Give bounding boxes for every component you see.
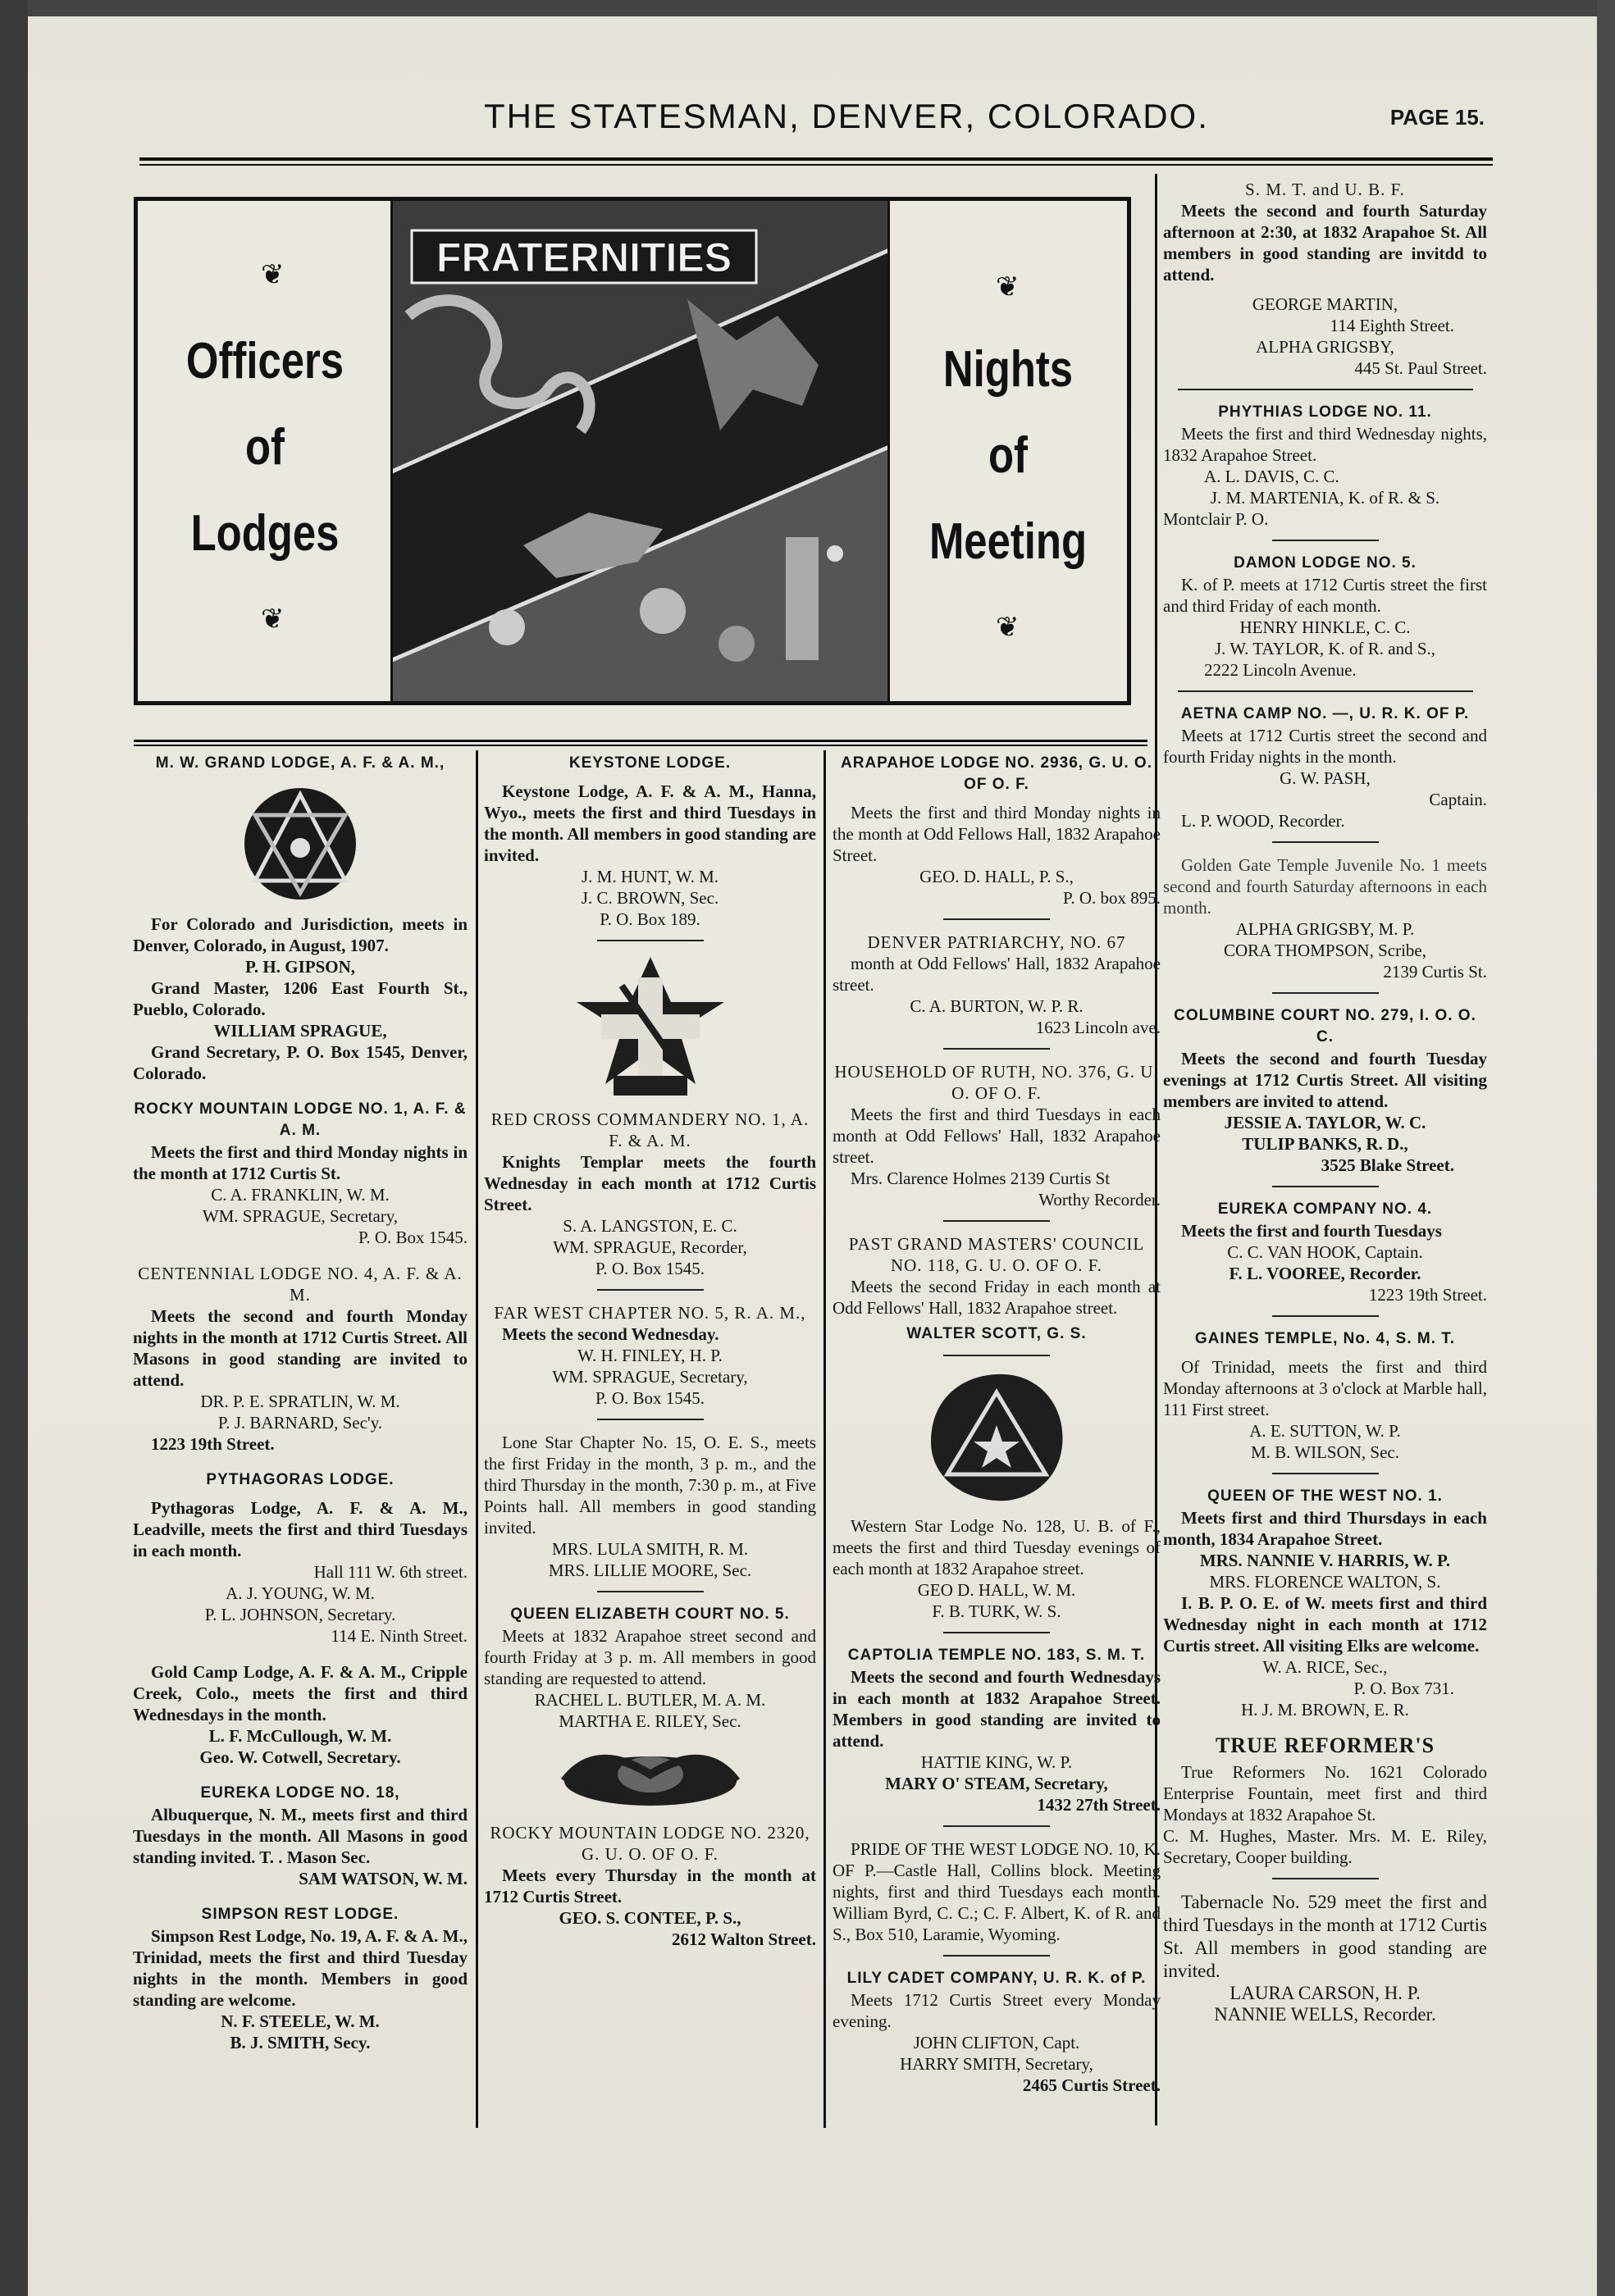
notice-gold-camp-lodge: [133, 1661, 468, 1768]
notice-signature: WILLIAM SPRAGUE,: [213, 1021, 387, 1041]
separator: [1272, 1473, 1379, 1474]
notice-signature: 3525 Blake Street.: [1321, 1155, 1454, 1175]
notice-signature: P. L. JOHNSON, Secretary.: [204, 1605, 396, 1624]
notice-past-grand-masters-council: [833, 1233, 1161, 1345]
notice-text: Meets the first and third Monday nights in the month at 1712 Curtis St.: [133, 1142, 468, 1183]
separator: [597, 1289, 704, 1291]
column-2: [484, 753, 816, 1950]
notice-household-of-ruth: [833, 1061, 1161, 1210]
scan-border-right: [1597, 0, 1615, 2296]
scan-border-left: [0, 0, 28, 2296]
notice-signature: WM. SPRAGUE, Secretary,: [202, 1206, 399, 1226]
notice-signature: SAM WATSON, W. M.: [299, 1869, 468, 1888]
notice-text: month at Odd Fellows' Hall, 1832 Arapahoe street.: [833, 954, 1161, 995]
notice-signature: Montclair P. O.: [1163, 509, 1269, 529]
notice-signature: 1223 19th Street.: [1368, 1285, 1487, 1305]
separator: [597, 1591, 704, 1592]
notice-lone-star-chapter: [484, 1432, 816, 1581]
separator: [1178, 389, 1473, 390]
notice-signature: ALPHA GRIGSBY, M. P.: [1235, 919, 1415, 939]
notice-title: EUREKA COMPANY NO. 4.: [1217, 1200, 1433, 1218]
separator: [943, 1955, 1050, 1957]
notice-title: M. W. GRAND LODGE, A. F. & A. M.,: [155, 754, 445, 772]
notice-signature: GEORGE MARTIN,: [1252, 294, 1398, 314]
notice-text: Tabernacle No. 529 meet the first and third Tuesdays in the month at 1712 Curtis St. All members in good standing are invited.: [1163, 1892, 1487, 1981]
notice-keystone-lodge: [484, 753, 816, 930]
notice-title: DAMON LODGE NO. 5.: [1234, 554, 1417, 572]
separator: [1272, 540, 1379, 541]
notice-text: Keystone Lodge, A. F. & A. M., Hanna, Wyo., meets the first and third Tuesdays in the month. All members in good standing are invited.: [484, 781, 816, 865]
notice-title: TRUE REFORMER'S: [1215, 1733, 1435, 1757]
notice-queen-of-the-west: [1163, 1486, 1487, 1592]
knights-templar-cross-icon: [573, 953, 728, 1100]
newspaper-title: THE STATESMAN, DENVER, COLORADO.: [484, 97, 1209, 135]
notice-signature: A. L. DAVIS, C. C.: [1204, 467, 1339, 486]
fraternities-illustration: [392, 201, 889, 701]
notice-signature: 445 St. Paul Street.: [1354, 358, 1487, 378]
separator: [1272, 841, 1379, 843]
notice-aetna-camp: [1163, 704, 1487, 831]
notice-signature: MRS. LULA SMITH, R. M.: [551, 1539, 749, 1559]
notice-simpson-rest-lodge: [133, 1904, 468, 2053]
column-rule: [823, 750, 826, 2128]
notice-signature: 114 E. Ninth Street.: [331, 1626, 468, 1646]
notice-signature: WM. SPRAGUE, Recorder,: [553, 1237, 747, 1257]
notice-true-reformers: [1163, 1735, 1487, 1868]
separator: [943, 1355, 1050, 1356]
notice-text: For Colorado and Jurisdiction, meets in Denver, Colorado, in August, 1907.: [133, 914, 468, 955]
banner-divider: [887, 201, 890, 701]
separator: [943, 1220, 1050, 1222]
notice-title: GAINES TEMPLE, No. 4, S. M. T.: [1194, 1330, 1456, 1347]
separator: [1272, 1878, 1379, 1879]
notice-text: Meets the second and fourth Tuesday evenings at 1712 Curtis Street. All visiting members are invited to attend.: [1163, 1049, 1487, 1111]
notice-signature: Grand Master, 1206 East Fourth St., Pueblo, Colorado.: [133, 978, 468, 1019]
notice-text: Meets the first and third Monday nights in the month at Odd Fellows Hall, 1832 Arapahoe Street.: [833, 803, 1161, 865]
notice-title: ROCKY MOUNTAIN LODGE NO. 1, A. F. & A. M.: [134, 1100, 467, 1139]
notice-title: ROCKY MOUNTAIN LODGE NO. 2320, G. U. O. OF O. F.: [490, 1823, 810, 1864]
leaf-ornament-icon: ❦: [261, 260, 285, 290]
notice-signature: M. B. WILSON, Sec.: [1250, 1442, 1400, 1462]
masonic-square-compass-icon: [230, 782, 370, 905]
notice-text: Meets the second Friday in each month at Odd Fellows' Hall, 1832 Arapahoe street.: [833, 1277, 1161, 1318]
notice-arapahoe-lodge: [833, 753, 1161, 909]
notice-title: S. M. T. and U. B. F.: [1245, 180, 1405, 199]
fraternities-banner: [134, 197, 1131, 705]
leaf-ornament-icon: ❦: [996, 272, 1020, 303]
separator: [943, 918, 1050, 920]
notice-red-cross-commandery: [484, 1109, 816, 1279]
clasped-emblem-icon: [556, 1740, 745, 1814]
notice-signature: F. B. TURK, W. S.: [932, 1601, 1061, 1621]
notice-title: ARAPAHOE LODGE NO. 2936, G. U. O. OF O. F.: [841, 754, 1152, 793]
notice-centennial-lodge: [133, 1263, 468, 1455]
scan-border-top: [0, 0, 1615, 16]
notice-columbine-court: [1163, 1005, 1487, 1176]
separator: [1272, 992, 1379, 994]
column-1: [133, 753, 468, 2053]
notice-signature: P. O. Box 731.: [1353, 1679, 1454, 1698]
notice-signature: J. M. HUNT, W. M.: [581, 867, 719, 886]
notice-signature: J. C. BROWN, Sec.: [581, 888, 719, 908]
notice-signature: G. W. PASH,: [1280, 768, 1371, 788]
notice-text: Meets 1712 Curtis Street every Monday evening.: [833, 1990, 1161, 2031]
masthead: [139, 97, 1485, 146]
notice-text: Meets the first and fourth Tuesdays: [1181, 1221, 1442, 1241]
notice-queen-elizabeth-court: [484, 1604, 816, 1732]
notice-text: Knights Templar meets the fourth Wednesday in each month at 1712 Curtis Street.: [484, 1152, 816, 1214]
masthead-rule-thin: [139, 164, 1493, 166]
notice-title: PYTHAGORAS LODGE.: [206, 1471, 395, 1488]
notice-title: FAR WEST CHAPTER NO. 5, R. A. M.,: [494, 1303, 806, 1323]
notice-signature: A. E. SUTTON, W. P.: [1249, 1421, 1401, 1441]
banner-word-fraternities: FRATERNITIES: [436, 235, 732, 280]
notice-signature: F. L. VOOREE, Recorder.: [1229, 1264, 1421, 1283]
notice-text: Meets the second and fourth Wednesdays in each month at 1832 Arapahoe Street. Members in good standing are invited to attend.: [833, 1667, 1161, 1751]
notice-signature: P. J. BARNARD, Sec'y.: [217, 1413, 383, 1433]
notice-text: Meets the first and third Tuesdays in each month at Odd Fellows' Hall, 1832 Arapahoe street.: [833, 1105, 1161, 1167]
notice-signature: L. P. WOOD, Recorder.: [1181, 811, 1345, 831]
column-4: [1163, 179, 1487, 2025]
notice-title: HOUSEHOLD OF RUTH, NO. 376, G. U. O. OF O. F.: [834, 1062, 1159, 1103]
notice-signature: JESSIE A. TAYLOR, W. C.: [1224, 1113, 1426, 1132]
notice-title: PHYTHIAS LODGE NO. 11.: [1218, 403, 1432, 421]
notice-signature: A. J. YOUNG, W. M.: [226, 1583, 375, 1603]
notice-signature: 114 Eighth Street.: [1330, 316, 1454, 335]
notice-signature: GEO. D. HALL, P. S.,: [919, 867, 1074, 886]
notice-title: AETNA CAMP NO. —, U. R. K. OF P.: [1180, 705, 1470, 722]
notice-lily-cadet-company: [833, 1968, 1161, 2096]
notice-pride-of-the-west: [833, 1838, 1161, 1945]
notice-signature: 2465 Curtis Street.: [1022, 2075, 1161, 2095]
notice-pythagoras-lodge: [133, 1469, 468, 1647]
notice-signature: Hall 111 W. 6th street.: [313, 1562, 468, 1582]
notice-signature: P. O. Box 189.: [600, 909, 700, 929]
banner-word-of-2: of: [988, 427, 1028, 484]
notice-signature: B. J. SMITH, Secy.: [230, 2033, 371, 2052]
leaf-ornament-icon: ❦: [261, 604, 285, 635]
notice-signature: Geo. W. Cotwell, Secretary.: [199, 1747, 401, 1767]
star-triangle-emblem-icon: [923, 1368, 1070, 1507]
notice-title: LILY CADET COMPANY, U. R. K. of P.: [846, 1970, 1147, 1987]
notice-signature: MRS. LILLIE MOORE, Sec.: [548, 1560, 752, 1580]
separator: [943, 1048, 1050, 1050]
notice-title: CENTENNIAL LODGE NO. 4, A. F. & A. M.: [138, 1264, 463, 1305]
notice-text: True Reformers No. 1621 Colorado Enterprise Fountain, meet first and third Mondays at 1832 Arapahoe St.: [1163, 1762, 1487, 1824]
notice-text: Gold Camp Lodge, A. F. & A. M., Cripple Creek, Colo., meets the first and third Wednesdays in the month.: [133, 1662, 468, 1724]
notice-signature: RACHEL L. BUTLER, M. A. M.: [534, 1690, 766, 1710]
notice-western-star-lodge: [833, 1515, 1161, 1622]
notice-signature: Captain.: [1429, 790, 1487, 809]
notice-golden-gate-temple: [1163, 854, 1487, 982]
notice-signature: CORA THOMPSON, Scribe,: [1224, 941, 1426, 960]
column-3: [833, 753, 1161, 2096]
notice-signature: Worthy Recorder.: [1038, 1190, 1161, 1210]
notice-title: KEYSTONE LODGE.: [568, 754, 732, 772]
notice-title: EUREKA LODGE NO. 18,: [200, 1784, 400, 1802]
notice-title: DENVER PATRIARCHY, NO. 67: [867, 932, 1126, 952]
notice-text: Meets the second Wednesday.: [502, 1324, 719, 1344]
notice-signature: WALTER SCOTT, G. S.: [906, 1325, 1087, 1342]
notice-signature: J. W. TAYLOR, K. of R. and S.,: [1214, 639, 1436, 658]
page-number: PAGE 15.: [1389, 105, 1485, 130]
notice-signature: WM. SPRAGUE, Secretary,: [552, 1367, 748, 1387]
notice-signature: P. O. Box 1545.: [595, 1388, 705, 1408]
column-rule: [476, 750, 478, 2128]
notice-title: CAPTOLIA TEMPLE NO. 183, S. M. T.: [847, 1647, 1146, 1664]
notice-text: I. B. P. O. E. of W. meets first and third Wednesday night in each month at 1712 Curtis street. All visiting Elks are welcome.: [1163, 1593, 1487, 1656]
notice-signature: 1432 27th Street.: [1037, 1795, 1161, 1815]
notice-signature: P. O. box 895.: [1062, 888, 1161, 908]
notice-smt-ubf: [1163, 179, 1487, 379]
notice-signature: P. O. Box 1545.: [595, 1259, 705, 1278]
notice-title: COLUMBINE COURT NO. 279, I. O. O. C.: [1174, 1007, 1476, 1046]
masthead-rule: [139, 157, 1493, 161]
notice-signature: S. A. LANGSTON, E. C.: [563, 1216, 737, 1236]
notice-text: C. M. Hughes, Master. Mrs. M. E. Riley, Secretary, Cooper building.: [1163, 1826, 1487, 1867]
notice-signature: MARTHA E. RILEY, Sec.: [559, 1711, 741, 1731]
separator: [597, 940, 704, 941]
notice-damon-lodge: [1163, 553, 1487, 681]
notice-title: PAST GRAND MASTERS' COUNCIL NO. 118, G. U. O. OF O. F.: [848, 1234, 1145, 1275]
notice-signature: N. F. STEELE, W. M.: [221, 2011, 380, 2031]
notice-rocky-mountain-2320: [484, 1822, 816, 1950]
notice-signature: C. C. VAN HOOK, Captain.: [1227, 1242, 1423, 1262]
notice-signature: 2222 Lincoln Avenue.: [1204, 660, 1357, 680]
notice-text: Meets the first and third Wednesday nights, 1832 Arapahoe Street.: [1163, 424, 1487, 465]
notice-eureka-company: [1163, 1199, 1487, 1305]
notice-text: Meets at 1832 Arapahoe street second and fourth Friday at 3 p. m. All members in good standing are requested to attend.: [484, 1626, 816, 1688]
section-rule: [134, 740, 1147, 742]
notice-signature: C. A. FRANKLIN, W. M.: [211, 1185, 390, 1205]
notice-signature: 2139 Curtis St.: [1383, 962, 1487, 982]
notice-signature: C. A. BURTON, W. P. R.: [910, 996, 1084, 1016]
separator: [943, 1825, 1050, 1827]
notice-far-west-chapter: [484, 1302, 816, 1409]
separator: [1178, 690, 1473, 692]
notice-text: Meets the second and fourth Monday nights in the month at 1712 Curtis Street. All Masons in good standing are invited to attend.: [133, 1306, 468, 1390]
notice-text: PRIDE OF THE WEST LODGE NO. 10, K. OF P.—Castle Hall, Collins block. Meeting nights, first and third Tuesdays each month. William Byrd, C. C.; C. F. Albert, K. of R. and S., Box 510, Laramie, Wyoming.: [833, 1839, 1161, 1944]
notice-text: Meets every Thursday in the month at 1712 Curtis Street.: [484, 1866, 816, 1906]
separator: [1272, 1186, 1379, 1187]
notice-signature: MARY O' STEAM, Secretary,: [885, 1774, 1108, 1793]
notice-signature: NANNIE WELLS, Recorder.: [1214, 2004, 1436, 2025]
notice-denver-patriarchy: [833, 932, 1161, 1038]
notice-signature: 1223 19th Street.: [151, 1434, 275, 1454]
notice-signature: HARRY SMITH, Secretary,: [900, 2054, 1093, 2074]
notice-text: Meets first and third Thursdays in each month, 1834 Arapahoe Street.: [1163, 1508, 1487, 1549]
notice-signature: W. H. FINLEY, H. P.: [577, 1346, 723, 1365]
notice-signature: HENRY HINKLE, C. C.: [1239, 617, 1411, 637]
banner-word-meeting: Meeting: [928, 513, 1088, 570]
notice-ibpoe: [1163, 1592, 1487, 1720]
separator: [943, 1632, 1050, 1633]
notice-title: QUEEN ELIZABETH COURT NO. 5.: [510, 1606, 790, 1623]
notice-signature: JOHN CLIFTON, Capt.: [913, 2033, 1080, 2052]
notice-title: SIMPSON REST LODGE.: [201, 1906, 399, 1923]
notice-text: Albuquerque, N. M., meets first and third Tuesdays in the month. All Masons in good standing invited. T. . Mason Sec.: [133, 1805, 468, 1867]
separator: [597, 1419, 704, 1420]
notice-signature: TULIP BANKS, R. D.,: [1242, 1134, 1408, 1154]
notice-text: Western Star Lodge No. 128, U. B. of F., meets the first and third Tuesday evenings of each month at 1832 Arapahoe street.: [833, 1516, 1161, 1578]
notice-tabernacle: [1163, 1891, 1487, 2025]
notice-signature: LAURA CARSON, H. P.: [1229, 1983, 1421, 2003]
notice-text: Simpson Rest Lodge, No. 19, A. F. & A. M., Trinidad, meets the first and third Tuesday nights in the month. Members in good standing are welcome.: [133, 1926, 468, 2010]
notice-text: Golden Gate Temple Juvenile No. 1 meets second and fourth Saturday afternoons in each month.: [1163, 855, 1487, 918]
notice-text: Of Trinidad, meets the first and third Monday afternoons at 3 o'clock at Marble hall, 111 First street.: [1163, 1357, 1487, 1419]
banner-divider: [390, 201, 393, 701]
banner-right-panel: [889, 201, 1127, 701]
section-rule-thin: [134, 745, 1147, 746]
banner-word-of: of: [245, 419, 285, 476]
notice-signature: L. F. McCullough, W. M.: [208, 1726, 392, 1746]
notice-signature: 1623 Lincoln ave.: [1035, 1018, 1161, 1037]
notice-grand-lodge: [133, 753, 468, 1084]
banner-left-panel: [138, 201, 392, 701]
notice-signature: HATTIE KING, W. P.: [920, 1752, 1073, 1772]
notice-signature: H. J. M. BROWN, E. R.: [1241, 1700, 1409, 1720]
separator: [1272, 1315, 1379, 1317]
notice-title: RED CROSS COMMANDERY NO. 1, A. F. & A. M.: [490, 1109, 810, 1150]
notice-text: Meets the second and fourth Saturday afternoon at 2:30, at 1832 Arapahoe St. All members in good standing are invitdd to attend.: [1163, 201, 1487, 285]
notice-signature: Grand Secretary, P. O. Box 1545, Denver, Colorado.: [133, 1042, 468, 1083]
notice-signature: DR. P. E. SPRATLIN, W. M.: [200, 1392, 400, 1411]
notice-signature: ALPHA GRIGSBY,: [1256, 337, 1394, 357]
banner-word-lodges: Lodges: [190, 505, 340, 562]
notice-signature: GEO D. HALL, W. M.: [917, 1580, 1076, 1600]
notice-signature: P. H. GIPSON,: [245, 957, 355, 977]
banner-word-nights: Nights: [942, 341, 1074, 398]
notice-signature: GEO. S. CONTEE, P. S.,: [559, 1908, 741, 1928]
banner-word-officers: Officers: [185, 333, 344, 390]
leaf-ornament-icon: ❦: [996, 613, 1020, 643]
notice-title: QUEEN OF THE WEST NO. 1.: [1207, 1487, 1443, 1505]
notice-signature: MRS. NANNIE V. HARRIS, W. P.: [1199, 1551, 1451, 1570]
notice-signature: J. M. MARTENIA, K. of R. & S.: [1210, 488, 1440, 508]
notice-gaines-temple: [1163, 1328, 1487, 1463]
notice-text: K. of P. meets at 1712 Curtis street the first and third Friday of each month.: [1163, 575, 1487, 616]
notice-signature: W. A. RICE, Sec.,: [1262, 1657, 1388, 1677]
notice-signature: Mrs. Clarence Holmes 2139 Curtis St: [851, 1168, 1111, 1188]
notice-signature: 2612 Walton Street.: [672, 1929, 816, 1949]
notice-text: Pythagoras Lodge, A. F. & A. M., Leadville, meets the first and third Tuesdays in each month.: [133, 1498, 468, 1560]
notice-rocky-mountain-lodge: [133, 1099, 468, 1248]
notice-captolia-temple: [833, 1645, 1161, 1815]
notice-signature: MRS. FLORENCE WALTON, S.: [1209, 1572, 1441, 1592]
notice-eureka-lodge: [133, 1783, 468, 1889]
notice-phythias-lodge: [1163, 402, 1487, 530]
notice-signature: P. O. Box 1545.: [358, 1228, 468, 1247]
notice-text: Lone Star Chapter No. 15, O. E. S., meets the first Friday in the month, 3 p. m., and the third Thursday in the month, 7:30 p. m., at Five Points hall. All members in good standing invited.: [484, 1433, 816, 1538]
notice-text: Meets at 1712 Curtis street the second and fourth Friday nights in the month.: [1163, 726, 1487, 767]
